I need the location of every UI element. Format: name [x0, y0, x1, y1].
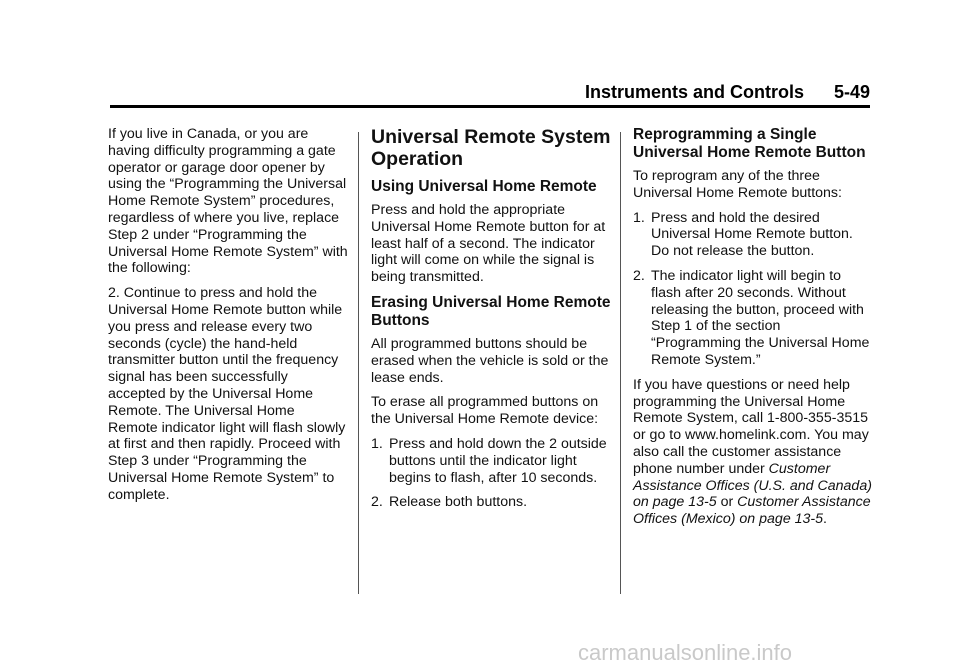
step-text: Press and hold the desired Universal Home Remote button. Do not release the button.: [651, 209, 853, 260]
paragraph: 2. Continue to press and hold the Universal Home Remote button while you press and release every two seconds (cycle) the hand-held transmitter button until the frequency signal has been successfully accepted by the Universal Home Remote. The Universal Home Remote indicator light will flash slowly at first and then rapidly. Proceed with Step 3 under “Programming the Universal Home Remote System” to complete.: [108, 285, 346, 503]
page-header: [110, 82, 870, 104]
column-2: [371, 126, 611, 519]
paragraph: [633, 377, 873, 528]
section-heading: Reprogramming a Single Universal Home Remote Button: [633, 126, 866, 161]
connector-text: or: [716, 494, 738, 511]
subheading: Using Universal Home Remote: [371, 178, 597, 195]
list-item: [633, 268, 873, 369]
step-number: 1.: [371, 435, 383, 452]
paragraph: All programmed buttons should be erased when the vehicle is sold or the lease ends.: [371, 335, 609, 386]
paragraph: Press and hold the appropriate Universal Home Remote button for at least half of a second. The indicator light will come on while the signal is being transmitted.: [371, 202, 606, 286]
paragraph: To reprogram any of the three Universal Home Remote buttons:: [633, 168, 842, 201]
column-divider-2: [620, 132, 621, 594]
cross-reference-link[interactable]: Customer Assistance Offices (Mexico) on page 13-5: [633, 494, 871, 528]
watermark: carmanualsonline.info: [578, 640, 793, 665]
step-text: The indicator light will begin to flash after 20 seconds. Without releasing the button, proceed with Step 1 of the section “Programming the Universal Home Remote System.”: [651, 267, 870, 368]
step-text: Press and hold down the 2 outside buttons until the indicator light begins to flash, after 10 seconds.: [389, 435, 607, 486]
column-divider-1: [358, 132, 359, 594]
step-text: Release both buttons.: [389, 494, 528, 511]
list-item: [371, 436, 611, 486]
cross-reference-link[interactable]: Customer Assistance Offices (U.S. and Canada) on page 13-5: [633, 460, 872, 511]
list-item: [633, 210, 873, 260]
header-rule: [110, 105, 870, 108]
paragraph: To erase all programmed buttons on the Universal Home Remote device:: [371, 394, 599, 428]
paragraph-text: If you have questions or need help programming the Universal Home Remote System, call 1-800-355-3515 or go to www.homelink.com. You may also call the customer assistance phone number under: [633, 376, 869, 477]
end-punctuation: .: [823, 511, 827, 528]
step-number: 2.: [633, 267, 645, 284]
subheading: Erasing Universal Home Remote Buttons: [371, 293, 611, 329]
column-3: [633, 126, 873, 536]
section-heading: Universal Remote System Operation: [371, 126, 611, 170]
page-number: 5-49: [833, 82, 870, 102]
list-item: [371, 494, 611, 511]
step-number: 2.: [371, 494, 383, 511]
paragraph: If you live in Canada, or you are having difficulty programming a gate operator or garage door opener by using the “Programming the Universal Home Remote System” procedures, regardless of where you live, replace Step 2 under “Programming the Universal Home Remote System” with the following:: [108, 126, 348, 277]
section-title: Instruments and Controls: [584, 82, 804, 102]
step-number: 1.: [633, 209, 645, 226]
column-1: [108, 126, 348, 512]
